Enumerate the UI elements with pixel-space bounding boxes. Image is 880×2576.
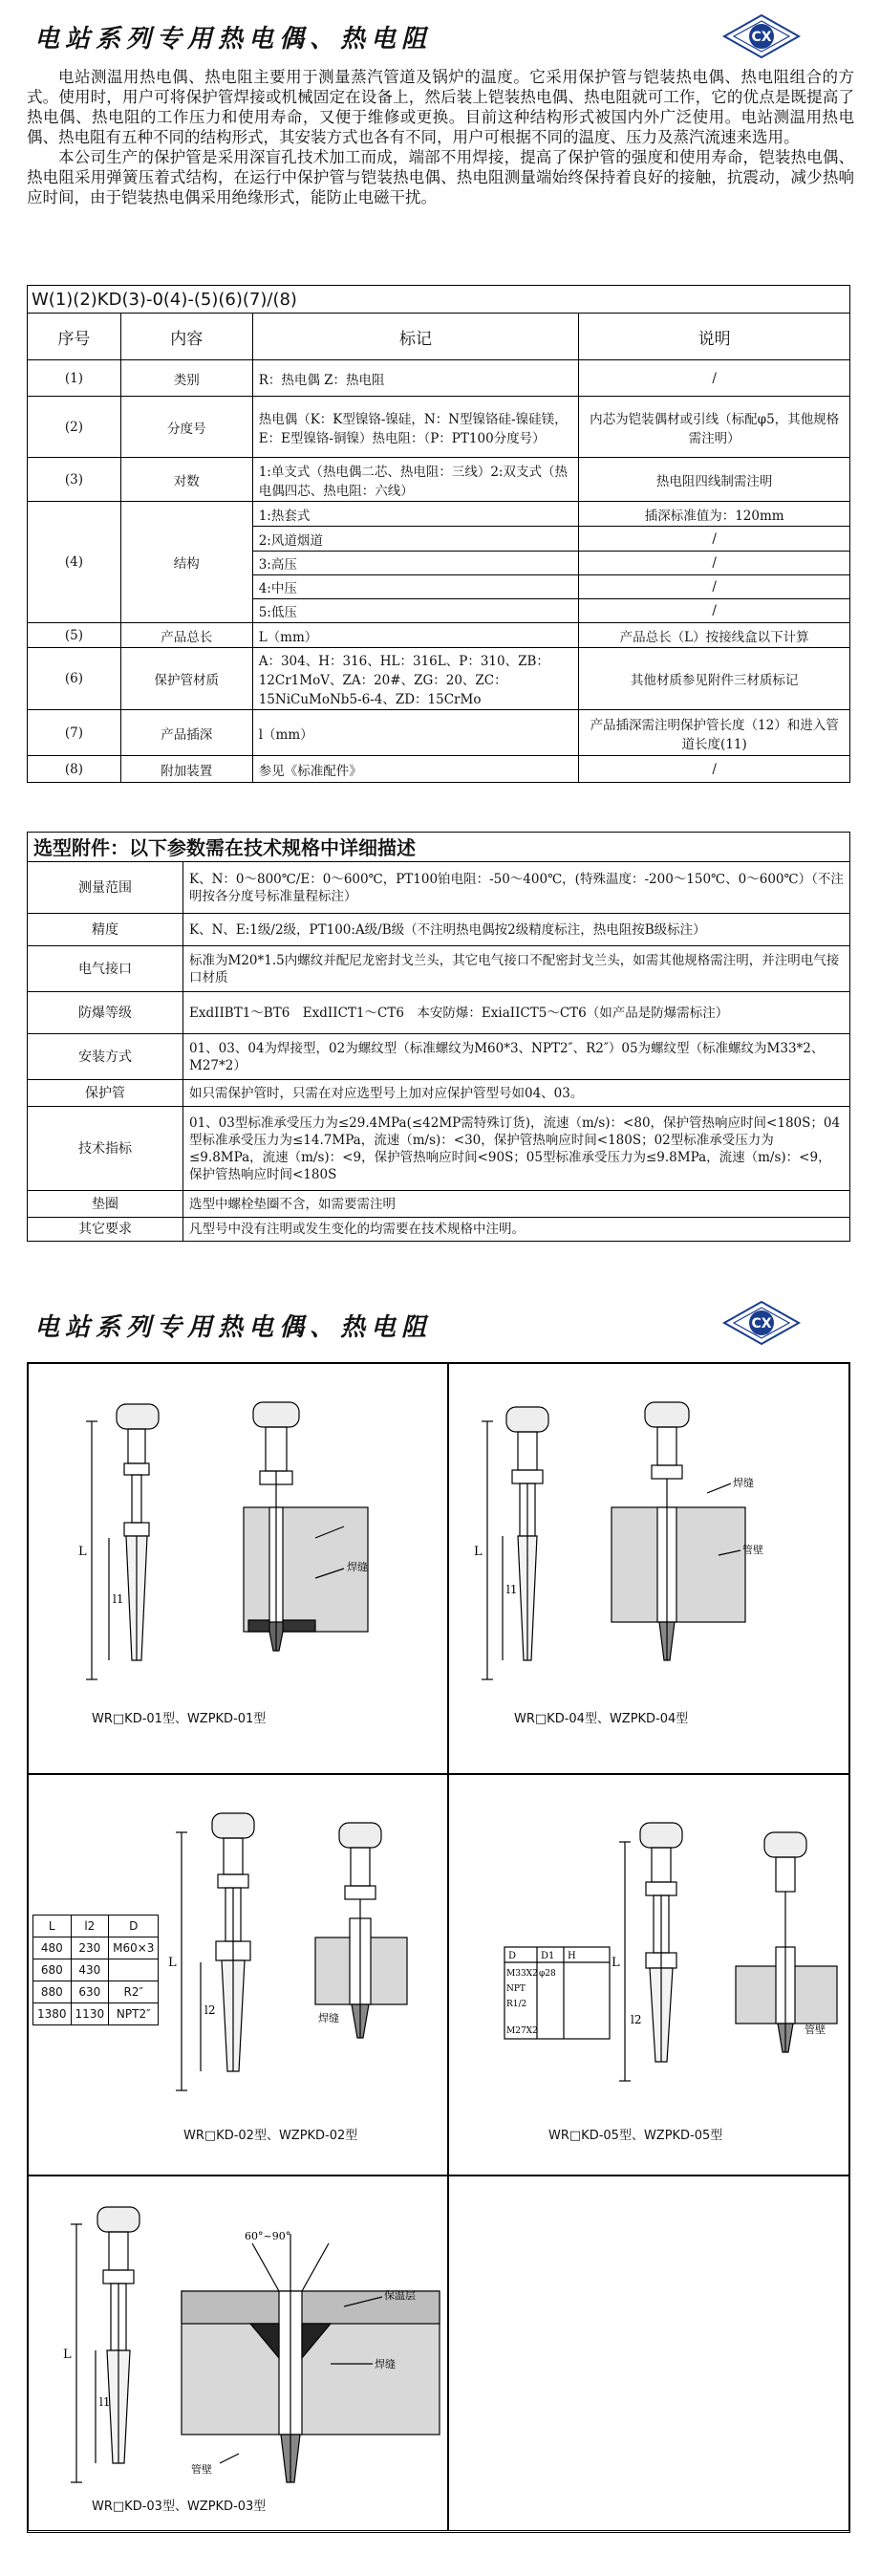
row-no: (2) bbox=[28, 397, 121, 458]
label-weld: 焊缝 bbox=[375, 2358, 396, 2370]
table-row bbox=[28, 862, 850, 914]
table-row bbox=[28, 1080, 850, 1107]
row-no: (3) bbox=[28, 458, 121, 502]
table-row bbox=[28, 946, 850, 992]
mini-cell: 230 bbox=[71, 1937, 109, 1959]
table-row bbox=[28, 1218, 850, 1242]
acc-label: 精度 bbox=[28, 914, 183, 946]
acc-value: 01、03、04为焊接型，02为螺纹型（标准螺纹为M60*3、NPT2″、R2″）05为螺纹型（标准螺纹为M33*2、M27*2） bbox=[183, 1034, 850, 1080]
acc-value: 如只需保护管时，只需在对应选型号上加对应保护管型号如04、03。 bbox=[183, 1080, 850, 1107]
acc-label: 防爆等级 bbox=[28, 992, 183, 1034]
acc-value: K、N：0～800℃/E：0～600℃，PT100铂电阻：-50～400℃，(特殊温度：-200～150℃、0～600℃）（不注明按各分度号标准量程标注） bbox=[183, 862, 850, 914]
intro-paragraph-2: 本公司生产的保护管是采用深盲孔技术加工而成，端部不用焊接，提高了保护管的强度和使用寿命，铠装热电偶、热电阻采用弹簧压着式结构，在运行中保护管与铠装热电偶、热电阻测量端始终保持着良好的接触，抗震动，减少热响应时间，由于铠装热电偶采用绝缘形式，能防止电磁干扰。 bbox=[27, 148, 854, 206]
mini-cell: 480 bbox=[33, 1937, 72, 1959]
label-weld: 焊缝 bbox=[318, 2012, 339, 2024]
label-wall: 管壁 bbox=[742, 1544, 763, 1556]
spec-table bbox=[27, 313, 850, 783]
logo-icon bbox=[719, 13, 805, 59]
spec-header-row bbox=[28, 314, 850, 360]
row-mark: 1:单支式（热电偶二芯、热电阻：三线）2:双支式（热电偶四芯、热电阻：六线） bbox=[252, 458, 579, 502]
row-no: (8) bbox=[28, 756, 121, 783]
table-row bbox=[28, 1191, 850, 1218]
mini-cell: φ28 bbox=[539, 1969, 556, 1979]
row-item: 附加装置 bbox=[120, 756, 252, 783]
acc-value: 01、03型标准承受压力为≤29.4MPa(≤42MP需特殊订货)，流速（m/s)：<80，保护管热响应时间<180S；04型标准承受压力为≤14.7MPa，流速（m/s)：<30，保护管热响应时间<180S；02型标准承受压力为≤9.8MPa，流速（m/s)：<9，保护管热响应时间<90S；05型标准承受压力为≤9.8MPa，流速（m/s)：<9，保护管热响应时间<180S bbox=[183, 1107, 850, 1191]
label-wall: 管壁 bbox=[191, 2463, 212, 2476]
intro-text bbox=[27, 67, 854, 207]
table-row bbox=[28, 648, 850, 710]
label-l1: l1 bbox=[99, 2395, 111, 2409]
diagram-01 bbox=[28, 1363, 448, 1774]
table-row bbox=[28, 1034, 850, 1080]
mini-header: D bbox=[508, 1951, 517, 1961]
label-l1: l1 bbox=[506, 1583, 518, 1596]
row-note: 产品总长（L）按接线盒以下计算 bbox=[579, 623, 850, 648]
label-L: L bbox=[474, 1545, 483, 1559]
label-L: L bbox=[78, 1545, 87, 1559]
table-row bbox=[28, 502, 850, 527]
row-item: 产品插深 bbox=[120, 710, 252, 756]
row-note: / bbox=[579, 527, 850, 552]
mini-cell: R1/2 bbox=[506, 2000, 527, 2009]
row-note: 热电阻四线制需注明 bbox=[579, 458, 850, 502]
row-note: / bbox=[579, 552, 850, 575]
row-note: 产品插深需注明保护管长度（12）和进入管道长度(11) bbox=[579, 710, 850, 756]
table-row bbox=[28, 360, 850, 397]
mini-header: l2 bbox=[71, 1916, 109, 1937]
row-mark: R：热电偶 Z：热电阻 bbox=[252, 360, 579, 397]
logo-icon bbox=[719, 1300, 805, 1346]
label-L: L bbox=[612, 1956, 620, 1970]
diagram-02-table bbox=[32, 1915, 159, 2025]
diagram-grid bbox=[27, 1362, 850, 2533]
row-no: (5) bbox=[28, 623, 121, 648]
diagram-05-drawing bbox=[449, 1775, 849, 2176]
diagram-02-caption: WR□KD-02型、WZPKD-02型 bbox=[183, 2129, 358, 2143]
row-note: / bbox=[579, 360, 850, 397]
label-weld: 焊缝 bbox=[733, 1477, 754, 1489]
diagram-05 bbox=[448, 1774, 849, 2176]
row-note: / bbox=[579, 599, 850, 623]
diagram-02 bbox=[28, 1774, 448, 2176]
mini-cell: 630 bbox=[71, 1981, 109, 2003]
mini-cell: NPT bbox=[506, 1984, 526, 1994]
mini-cell: 1130 bbox=[71, 2003, 109, 2025]
label-angle: 60°~90° bbox=[245, 2230, 291, 2242]
mini-cell: NPT2″ bbox=[109, 2003, 159, 2025]
svg-text:CX: CX bbox=[751, 30, 772, 45]
acc-value: ExdIIBT1～BT6 ExdIICT1～CT6 本安防爆：ExiaIICT5～CT6（如产品是防爆需标注） bbox=[183, 992, 850, 1034]
row-mark: l（mm） bbox=[252, 710, 579, 756]
table-row bbox=[28, 1107, 850, 1191]
empty-cell bbox=[448, 2176, 849, 2531]
row-mark: L（mm） bbox=[252, 623, 579, 648]
page-title-2: 电站系列专用热电偶、热电阻 bbox=[34, 1313, 433, 1342]
acc-label: 安装方式 bbox=[28, 1034, 183, 1080]
mini-cell: M60×3 bbox=[109, 1937, 159, 1959]
model-code: W(1)(2)KD(3)-0(4)-(5)(6)(7)/(8) bbox=[27, 285, 850, 314]
table-row bbox=[28, 623, 850, 648]
row-no: (6) bbox=[28, 648, 121, 710]
table-row bbox=[28, 710, 850, 756]
label-wall: 管壁 bbox=[805, 2024, 826, 2036]
header-item: 内容 bbox=[120, 314, 252, 360]
row-mark: 2:风道烟道 bbox=[252, 527, 579, 552]
diagram-03-caption: WR□KD-03型、WZPKD-03型 bbox=[92, 2500, 267, 2514]
mini-header: H bbox=[568, 1951, 576, 1961]
mini-cell: 880 bbox=[33, 1981, 72, 2003]
acc-label: 测量范围 bbox=[28, 862, 183, 914]
row-mark: A：304、H：316、HL：316L、P：310、ZB：12Cr1MoV、ZA：20#、ZG：20、ZC：15NiCuMoNb5-6-4、ZD：15CrMo bbox=[252, 648, 579, 710]
svg-text:CX: CX bbox=[751, 1316, 772, 1331]
company-logo bbox=[719, 13, 805, 59]
mini-cell bbox=[109, 1959, 159, 1981]
acc-label: 保护管 bbox=[28, 1080, 183, 1107]
label-l1: l1 bbox=[113, 1592, 124, 1606]
row-item: 类别 bbox=[120, 360, 252, 397]
row-item: 产品总长 bbox=[120, 623, 252, 648]
mini-cell: M33X2 bbox=[506, 1969, 538, 1979]
row-mark: 3:高压 bbox=[252, 552, 579, 575]
row-item: 结构 bbox=[120, 502, 252, 623]
header-mark: 标记 bbox=[252, 314, 579, 360]
row-mark: 4:中压 bbox=[252, 575, 579, 599]
diagram-04-caption: WR□KD-04型、WZPKD-04型 bbox=[514, 1712, 689, 1726]
mini-header: D bbox=[109, 1916, 159, 1937]
table-row bbox=[28, 914, 850, 946]
table-row bbox=[28, 397, 850, 458]
header-note: 说明 bbox=[579, 314, 850, 360]
row-note: 其他材质参见附件三材质标记 bbox=[579, 648, 850, 710]
row-mark: 热电偶（K：K型镍铬-镍硅，N：N型镍铬硅-镍硅镁，E：E型镍铬-铜镍）热电阻：（P：PT100分度号） bbox=[252, 397, 579, 458]
mini-cell: 430 bbox=[71, 1959, 109, 1981]
row-mark: 1:热套式 bbox=[252, 502, 579, 527]
row-item: 分度号 bbox=[120, 397, 252, 458]
acc-label: 电气接口 bbox=[28, 946, 183, 992]
mini-cell: R2″ bbox=[109, 1981, 159, 2003]
diagram-01-caption: WR□KD-01型、WZPKD-01型 bbox=[92, 1712, 267, 1726]
accessories-title: 选型附件：以下参数需在技术规格中详细描述 bbox=[27, 832, 850, 862]
acc-value: 标准为M20*1.5内螺纹并配尼龙密封戈兰头，其它电气接口不配密封戈兰头，如需其他规格需注明，并注明电气接口材质 bbox=[183, 946, 850, 992]
acc-label: 技术指标 bbox=[28, 1107, 183, 1191]
row-note: / bbox=[579, 756, 850, 783]
accessories-table bbox=[27, 861, 850, 1242]
diagram-03-drawing bbox=[29, 2176, 448, 2531]
label-L: L bbox=[63, 2348, 72, 2362]
label-L: L bbox=[168, 1956, 177, 1970]
mini-header: D1 bbox=[541, 1951, 555, 1961]
mini-cell: 1380 bbox=[33, 2003, 72, 2025]
label-insul: 保温层 bbox=[384, 2289, 416, 2302]
row-no: (7) bbox=[28, 710, 121, 756]
acc-value: 凡型号中没有注明或发生变化的均需要在技术规格中注明。 bbox=[183, 1218, 850, 1242]
row-mark: 参见《标准配件》 bbox=[252, 756, 579, 783]
acc-value: 选型中螺栓垫圈不含，如需要需注明 bbox=[183, 1191, 850, 1218]
diagram-03 bbox=[28, 2176, 448, 2531]
row-item: 保护管材质 bbox=[120, 648, 252, 710]
company-logo-2 bbox=[719, 1300, 805, 1346]
table-row bbox=[28, 992, 850, 1034]
row-no: (1) bbox=[28, 360, 121, 397]
page-title: 电站系列专用热电偶、热电阻 bbox=[34, 25, 433, 54]
row-note: 内芯为铠装偶材或引线（标配φ5，其他规格需注明） bbox=[579, 397, 850, 458]
mini-cell: 680 bbox=[33, 1959, 72, 1981]
row-item: 对数 bbox=[120, 458, 252, 502]
row-no: (4) bbox=[28, 502, 121, 623]
mini-cell: M27X2 bbox=[506, 2026, 538, 2036]
label-weld: 焊缝 bbox=[347, 1561, 368, 1573]
row-mark: 5:低压 bbox=[252, 599, 579, 623]
diagram-05-caption: WR□KD-05型、WZPKD-05型 bbox=[548, 2129, 723, 2143]
row-note: / bbox=[579, 575, 850, 599]
acc-label: 垫圈 bbox=[28, 1191, 183, 1218]
label-l2: l2 bbox=[204, 2003, 216, 2017]
header-no: 序号 bbox=[28, 314, 121, 360]
acc-value: K、N、E:1级/2级，PT100:A级/B级（不注明热电偶按2级精度标注，热电阻按B级标注） bbox=[183, 914, 850, 946]
diagram-04 bbox=[448, 1363, 849, 1774]
row-note: 插深标准值为：120mm bbox=[579, 502, 850, 527]
mini-header: L bbox=[33, 1916, 72, 1937]
intro-paragraph-1: 电站测温用热电偶、热电阻主要用于测量蒸汽管道及锅炉的温度。它采用保护管与铠装热电偶、热电阻组合的方式。使用时，用户可将保护管焊接或机械固定在设备上，然后装上铠装热电偶、热电阻就可工作，它的优点是既提高了热电偶、热电阻的工作压力和使用寿命，又便于维修或更换。目前这种结构形式被国内外广泛使用。电站测温用热电偶、热电阻有五种不同的结构形式，其安装方式也各有不同，用户可根据不同的温度、压力及蒸汽流速来选用。 bbox=[27, 68, 854, 146]
table-row bbox=[28, 458, 850, 502]
label-l2: l2 bbox=[631, 2013, 642, 2026]
table-row bbox=[28, 756, 850, 783]
acc-label: 其它要求 bbox=[28, 1218, 183, 1242]
